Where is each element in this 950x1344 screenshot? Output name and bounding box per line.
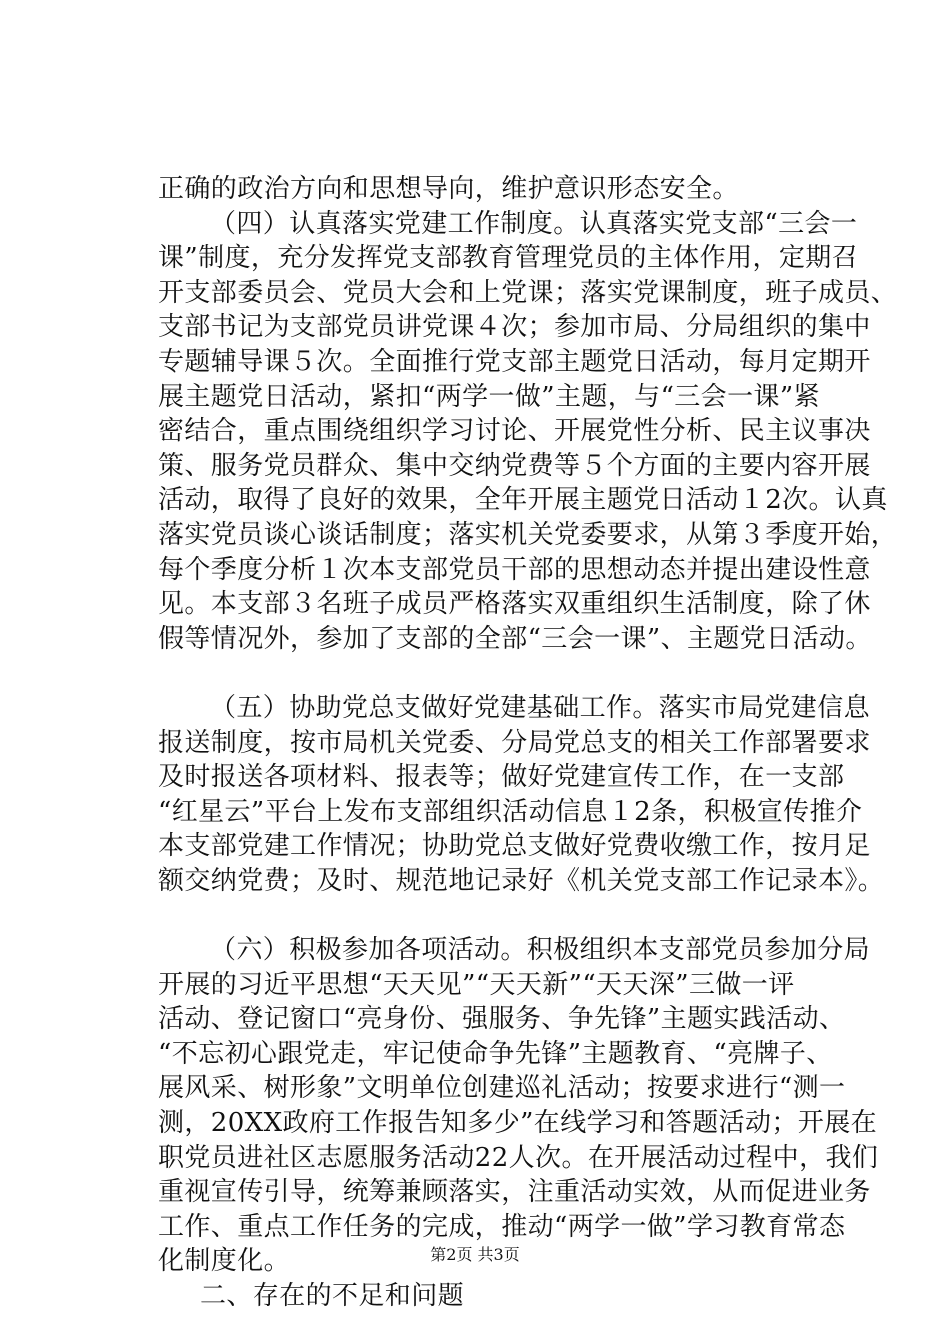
text-line: 报送制度，按市局机关党委、分局党总支的相关工作部署要求: [158, 727, 871, 758]
text-line: 见。本支部３名班子成员严格落实双重组织生活制度，除了休: [158, 589, 871, 620]
text-line: “红星云”平台上发布支部组织活动信息１2条，积极宣传推介: [158, 796, 863, 827]
text-line: 额交纳党费；及时、规范地记录好《机关党支部工作记录本》。: [158, 865, 885, 896]
document-body: [158, 172, 898, 1314]
text-line: 开展的习近平思想“天天见”“天天新”“天天深”三做一评: [158, 969, 795, 1000]
text-line: 展主题党日活动，紧扣“两学一做”主题，与“三会一课”紧: [158, 381, 820, 412]
paragraph-gap: [158, 656, 858, 691]
text-line: 落实党员谈心谈话制度；落实机关党委要求，从第３季度开始，: [158, 519, 898, 550]
text-line: 开支部委员会、党员大会和上党课；落实党课制度，班子成员、: [158, 277, 898, 308]
text-line: 假等情况外，参加了支部的全部“三会一课”、主题党日活动。: [158, 623, 872, 654]
text-line: 化制度化。: [158, 1246, 291, 1277]
page-number-footer: 第2页 共3页: [430, 1245, 520, 1264]
section-two-heading: 二、存在的不足和问题: [200, 1281, 465, 1311]
section-six-heading-line: （六）积极参加各项活动。积极组织本支部党员参加分局: [210, 935, 871, 966]
text-line: 密结合，重点围绕组织学习讨论、开展党性分析、民主议事决: [158, 416, 871, 447]
section-five-heading-line: （五）协助党总支做好党建基础工作。落实市局党建信息: [210, 692, 871, 723]
text-line: “不忘初心跟党走，牢记使命争先锋”主题教育、“亮牌子、: [158, 1038, 833, 1069]
text-line: 展风采、树形象”文明单位创建巡礼活动；按要求进行“测一: [158, 1073, 846, 1104]
text-line: 工作、重点工作任务的完成，推动“两学一做”学习教育常态: [158, 1211, 846, 1242]
paragraph-gap: [158, 898, 858, 933]
section-four-heading-line: （四）认真落实党建工作制度。认真落实党支部“三会一: [210, 208, 858, 239]
text-line: 职党员进社区志愿服务活动22人次。在开展活动过程中，我们: [158, 1142, 879, 1173]
text-line: 课”制度，充分发挥党支部教育管理党员的主体作用，定期召: [158, 243, 859, 274]
text-line: 本支部党建工作情况；协助党总支做好党费收缴工作，按月足: [158, 831, 871, 862]
text-line: 策、服务党员群众、集中交纳党费等５个方面的主要内容开展: [158, 450, 871, 481]
text-line: 支部书记为支部党员讲党课４次；参加市局、分局组织的集中: [158, 312, 871, 343]
text-line: 及时报送各项材料、报表等；做好党建宣传工作，在一支部: [158, 762, 845, 793]
text-line: 测，20XX政府工作报告知多少”在线学习和答题活动；开展在: [158, 1108, 877, 1139]
text-line: 正确的政治方向和思想导向，维护意识形态安全。: [158, 174, 739, 204]
text-line: 每个季度分析１次本支部党员干部的思想动态并提出建设性意: [158, 554, 871, 585]
text-line: 活动，取得了良好的效果，全年开展主题党日活动１2次。认真: [158, 485, 888, 516]
text-line: 重视宣传引导，统筹兼顾落实，注重活动实效，从而促进业务: [158, 1177, 871, 1208]
text-line: 活动、登记窗口“亮身份、强服务、争先锋”主题实践活动、: [158, 1004, 846, 1035]
text-line: 专题辅导课５次。全面推行党支部主题党日活动，每月定期开: [158, 346, 871, 377]
